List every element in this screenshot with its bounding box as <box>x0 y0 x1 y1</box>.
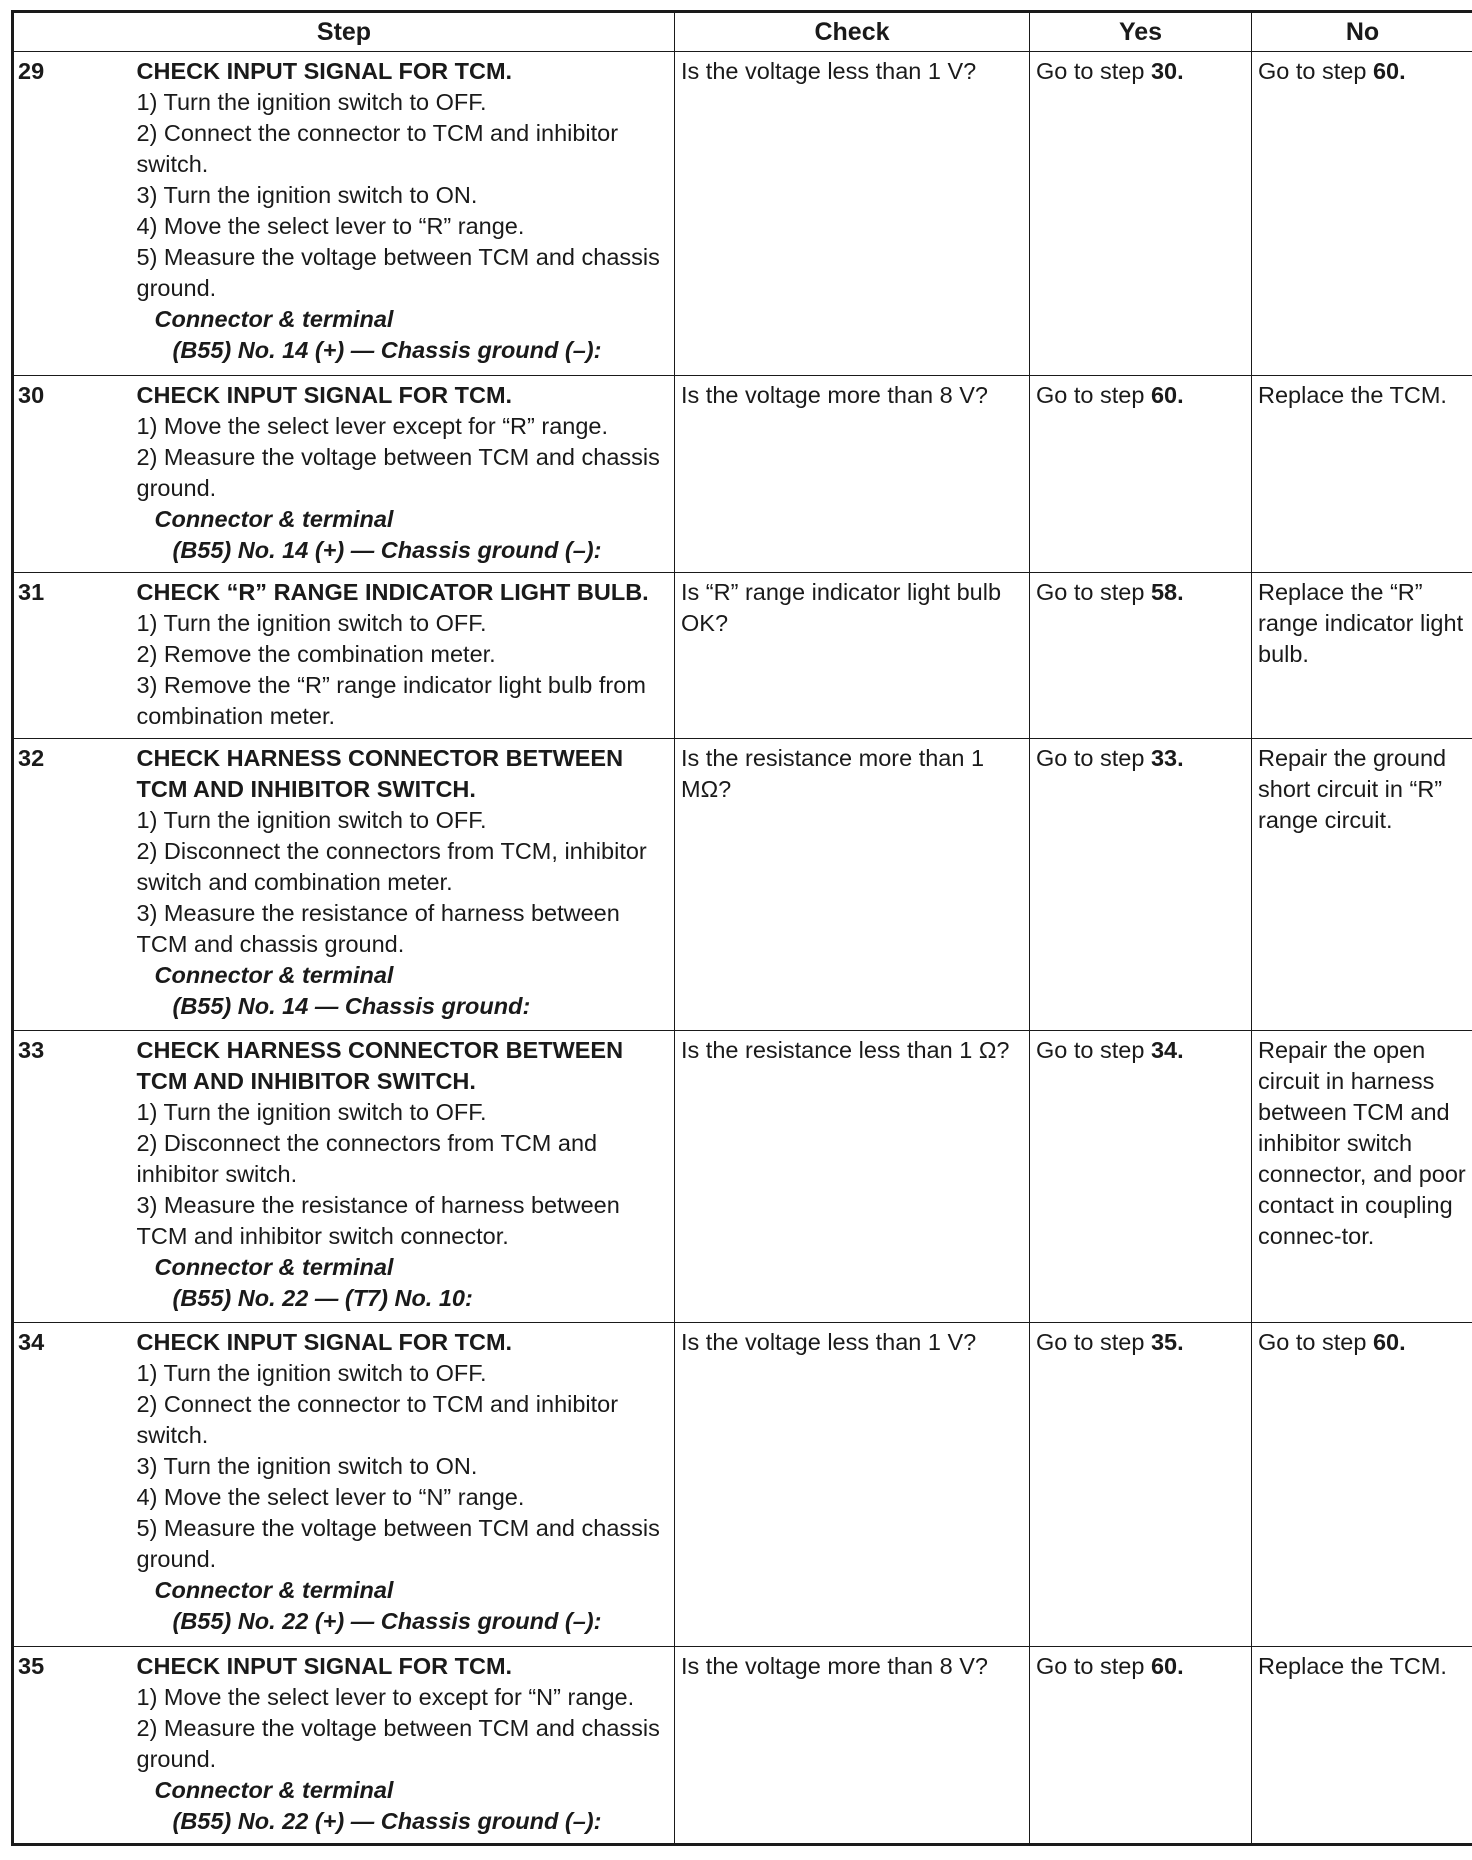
no-cell <box>1252 52 1472 376</box>
connector-label: Connector & terminal <box>154 306 394 332</box>
yes-cell <box>1030 375 1252 572</box>
connector-label: Connector & terminal <box>154 1576 394 1603</box>
no-cell <box>1252 573 1472 739</box>
step-instruction: 3) Remove the “R” range indicator light bulb from combination meter. <box>136 672 646 730</box>
step-number: 30 <box>13 375 129 572</box>
no-step-number: 60. <box>1372 58 1406 84</box>
yes-prefix: Go to step <box>1036 1328 1151 1355</box>
step-cell <box>129 738 675 1030</box>
no-action: Repair the open circuit in harness between TCM and inhibitor switch connector, and poor contact in coupling connec-tor. <box>1258 1036 1466 1249</box>
check-cell: Is the voltage less than 1 V? <box>675 52 1030 376</box>
connector-terminal: (B55) No. 14 (+) — Chassis ground (–): <box>172 337 602 363</box>
step-cell <box>129 1646 675 1844</box>
step-instruction: 1) Turn the ignition switch to OFF. <box>136 89 487 115</box>
step-instruction: 2) Remove the combination meter. <box>136 641 496 668</box>
yes-prefix: Go to step <box>1036 58 1151 84</box>
yes-header: Yes <box>1030 12 1252 52</box>
connector-label: Connector & terminal <box>154 505 394 532</box>
yes-prefix: Go to step <box>1036 1036 1151 1063</box>
step-instruction: 3) Measure the resistance of harness between TCM and inhibitor switch connector. <box>136 1191 620 1249</box>
step-number: 33 <box>13 1030 129 1322</box>
no-action: Replace the “R” range indicator light bulb. <box>1258 579 1464 668</box>
step-instruction: 1) Move the select lever except for “R” range. <box>136 412 609 439</box>
step-title: CHECK HARNESS CONNECTOR BETWEEN TCM AND INHIBITOR SWITCH. <box>136 1036 624 1094</box>
step-cell <box>129 1030 675 1322</box>
step-title: CHECK INPUT SIGNAL FOR TCM. <box>136 58 513 84</box>
check-cell: Is the resistance more than 1 MΩ? <box>675 738 1030 1030</box>
step-cell <box>129 52 675 376</box>
step-instruction: 2) Disconnect the connectors from TCM, inhibitor switch and combination meter. <box>136 837 647 895</box>
step-instruction: 2) Measure the voltage between TCM and chassis ground. <box>136 1714 660 1772</box>
diagnostic-table <box>11 10 1472 1846</box>
step-instruction: 1) Turn the ignition switch to OFF. <box>136 1098 487 1125</box>
no-prefix: Go to step <box>1258 58 1373 84</box>
no-action: Repair the ground short circuit in “R” range circuit. <box>1258 744 1447 833</box>
step-title: CHECK INPUT SIGNAL FOR TCM. <box>136 1652 513 1679</box>
connector-label: Connector & terminal <box>154 961 394 988</box>
yes-step-number: 60. <box>1150 1652 1184 1679</box>
no-cell <box>1252 1030 1472 1322</box>
check-cell: Is “R” range indicator light bulb OK? <box>675 573 1030 739</box>
yes-step-number: 35. <box>1150 1328 1184 1355</box>
table-row <box>13 738 1472 1030</box>
step-instruction: 1) Turn the ignition switch to OFF. <box>136 1359 487 1386</box>
yes-cell <box>1030 738 1252 1030</box>
step-header: Step <box>13 12 675 52</box>
check-cell: Is the voltage less than 1 V? <box>675 1322 1030 1646</box>
no-action: Replace the TCM. <box>1258 381 1447 408</box>
no-cell <box>1252 375 1472 572</box>
no-prefix: Go to step <box>1258 1328 1373 1355</box>
yes-cell <box>1030 1322 1252 1646</box>
connector-label: Connector & terminal <box>154 1253 394 1280</box>
table-row <box>13 375 1472 572</box>
no-header: No <box>1252 12 1472 52</box>
step-instruction: 1) Turn the ignition switch to OFF. <box>136 610 487 637</box>
step-number: 29 <box>13 52 129 376</box>
connector-terminal: (B55) No. 22 (+) — Chassis ground (–): <box>172 1807 602 1834</box>
step-instruction: 3) Turn the ignition switch to ON. <box>136 182 478 208</box>
yes-step-number: 30. <box>1150 58 1184 84</box>
yes-step-number: 60. <box>1150 381 1184 408</box>
table-row <box>13 52 1472 376</box>
connector-terminal: (B55) No. 22 — (T7) No. 10: <box>172 1284 473 1311</box>
step-instruction: 5) Measure the voltage between TCM and chassis ground. <box>136 244 660 301</box>
step-title: CHECK INPUT SIGNAL FOR TCM. <box>136 1328 513 1355</box>
step-instruction: 5) Measure the voltage between TCM and chassis ground. <box>136 1514 660 1572</box>
yes-prefix: Go to step <box>1036 744 1151 771</box>
yes-step-number: 58. <box>1150 579 1184 606</box>
step-number: 34 <box>13 1322 129 1646</box>
no-cell <box>1252 738 1472 1030</box>
table-row <box>13 1646 1472 1844</box>
step-title: CHECK HARNESS CONNECTOR BETWEEN TCM AND INHIBITOR SWITCH. <box>136 744 624 802</box>
step-title: CHECK INPUT SIGNAL FOR TCM. <box>136 381 513 408</box>
step-instruction: 3) Measure the resistance of harness between TCM and chassis ground. <box>136 899 620 957</box>
yes-prefix: Go to step <box>1036 381 1151 408</box>
step-instruction: 2) Connect the connector to TCM and inhibitor switch. <box>136 120 619 177</box>
step-number: 35 <box>13 1646 129 1844</box>
step-instruction: 4) Move the select lever to “R” range. <box>136 213 525 239</box>
header-row <box>13 12 1472 52</box>
check-header: Check <box>675 12 1030 52</box>
connector-label: Connector & terminal <box>154 1776 394 1803</box>
no-cell <box>1252 1646 1472 1844</box>
step-instruction: 3) Turn the ignition switch to ON. <box>136 1452 478 1479</box>
yes-step-number: 34. <box>1150 1036 1184 1063</box>
step-instruction: 1) Turn the ignition switch to OFF. <box>136 806 487 833</box>
step-title: CHECK “R” RANGE INDICATOR LIGHT BULB. <box>136 579 649 606</box>
step-cell <box>129 1322 675 1646</box>
check-cell: Is the voltage more than 8 V? <box>675 1646 1030 1844</box>
table-row <box>13 1322 1472 1646</box>
step-cell <box>129 375 675 572</box>
table-body <box>13 52 1472 1845</box>
step-cell <box>129 573 675 739</box>
no-step-number: 60. <box>1372 1328 1406 1355</box>
yes-cell <box>1030 1646 1252 1844</box>
step-instruction: 2) Connect the connector to TCM and inhibitor switch. <box>136 1390 619 1448</box>
connector-terminal: (B55) No. 14 — Chassis ground: <box>172 992 531 1019</box>
step-instruction: 1) Move the select lever to except for “N” range. <box>136 1683 635 1710</box>
check-cell: Is the voltage more than 8 V? <box>675 375 1030 572</box>
step-instruction: 4) Move the select lever to “N” range. <box>136 1483 525 1510</box>
no-action: Replace the TCM. <box>1258 1652 1447 1679</box>
step-number: 32 <box>13 738 129 1030</box>
yes-prefix: Go to step <box>1036 1652 1151 1679</box>
step-instruction: 2) Measure the voltage between TCM and chassis ground. <box>136 443 660 501</box>
yes-cell <box>1030 573 1252 739</box>
check-cell: Is the resistance less than 1 Ω? <box>675 1030 1030 1322</box>
table-row <box>13 1030 1472 1322</box>
step-number: 31 <box>13 573 129 739</box>
connector-terminal: (B55) No. 22 (+) — Chassis ground (–): <box>172 1607 602 1634</box>
yes-cell <box>1030 52 1252 376</box>
table-row <box>13 573 1472 739</box>
step-instruction: 2) Disconnect the connectors from TCM and inhibitor switch. <box>136 1129 598 1187</box>
yes-prefix: Go to step <box>1036 579 1151 606</box>
yes-step-number: 33. <box>1150 744 1184 771</box>
yes-cell <box>1030 1030 1252 1322</box>
no-cell <box>1252 1322 1472 1646</box>
connector-terminal: (B55) No. 14 (+) — Chassis ground (–): <box>172 536 602 563</box>
